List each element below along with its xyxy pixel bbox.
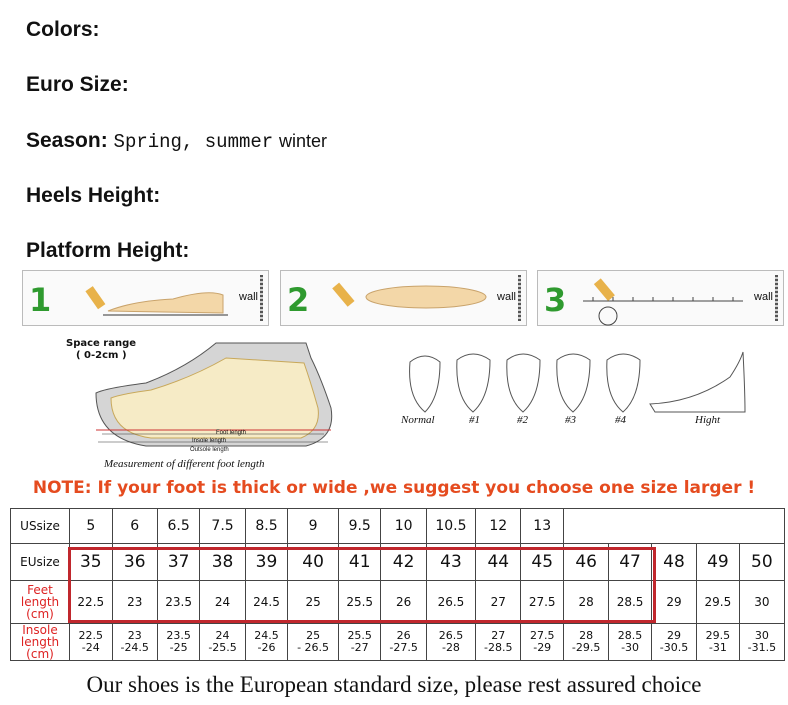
table-cell: 24.5: [245, 581, 288, 624]
wall-marker: [260, 275, 263, 321]
row-header: EUsize: [11, 544, 70, 581]
wall-marker: [518, 275, 521, 321]
measurement-caption: Measurement of different foot length: [104, 458, 265, 470]
heels-height-label: Heels Height:: [26, 184, 161, 207]
row-header: [11, 624, 70, 661]
table-cell: 30: [739, 581, 784, 624]
foot-types-illustration: [395, 342, 775, 432]
table-cell: 23 -24.5: [112, 624, 157, 661]
table-cell: 9: [288, 509, 339, 544]
table-cell: 24 -25.5: [200, 624, 245, 661]
table-cell: 29.5: [697, 581, 740, 624]
footer-note: Our shoes is the European standard size, please rest assured choice: [86, 672, 702, 697]
foot-side-illustration: [23, 271, 270, 327]
table-cell: 47: [609, 544, 652, 581]
size-note: NOTE: If your foot is thick or wide ,we suggest you choose one size larger !: [32, 478, 756, 498]
table-cell: 25 - 26.5: [288, 624, 339, 661]
table-cell: 35: [70, 544, 113, 581]
table-cell: 24.5 -26: [245, 624, 288, 661]
foot-type-3: #3: [565, 414, 576, 426]
measure-step-1: [22, 270, 269, 326]
foot-shapes: [395, 342, 775, 417]
table-cell: 28.5: [609, 581, 652, 624]
us-size-row: [11, 509, 785, 544]
season-value-winter: winter: [279, 131, 328, 151]
space-range-value: ( 0-2cm ): [76, 350, 127, 361]
table-cell: 22.5 -24: [70, 624, 113, 661]
table-cell: 29 -30.5: [651, 624, 696, 661]
table-cell: 28: [564, 581, 609, 624]
table-cell: 28.5 -30: [609, 624, 652, 661]
table-cell: 27 -28.5: [476, 624, 521, 661]
table-cell: 39: [245, 544, 288, 581]
recommended-range-highlight: [68, 547, 656, 623]
row-header: [11, 581, 70, 624]
table-cell: 7.5: [200, 509, 245, 544]
table-cell: 44: [476, 544, 521, 581]
table-cell: 26: [381, 581, 426, 624]
table-cell: 25.5 -27: [338, 624, 381, 661]
table-cell: 41: [338, 544, 381, 581]
wall-label: wall: [497, 291, 516, 303]
table-cell: 9.5: [338, 509, 381, 544]
table-cell: 10.5: [426, 509, 475, 544]
table-cell: 26 -27.5: [381, 624, 426, 661]
table-cell: 5: [70, 509, 113, 544]
outsole-length-label: Outsole length: [190, 447, 229, 453]
table-cell: 22.5: [70, 581, 113, 624]
insole-length-label: Insole length: [192, 438, 227, 444]
table-cell: 38: [200, 544, 245, 581]
table-cell-empty: [564, 509, 785, 544]
table-cell: 29: [651, 581, 696, 624]
insole-label-line: Insole: [22, 623, 58, 637]
foot-type-normal: Normal: [401, 414, 435, 426]
wall-label: wall: [239, 291, 258, 303]
table-cell: 6: [112, 509, 157, 544]
table-cell: 27.5 -29: [521, 624, 564, 661]
foot-type-1: #1: [469, 414, 480, 426]
table-cell: 28 -29.5: [564, 624, 609, 661]
season-value: Spring, summer: [113, 131, 274, 153]
season-label: Season:: [26, 129, 108, 152]
table-cell: 25: [288, 581, 339, 624]
space-range-label: Space range: [66, 338, 137, 349]
step-number: 1: [29, 281, 52, 319]
table-cell: 36: [112, 544, 157, 581]
step-number: 3: [544, 281, 567, 319]
table-cell: 37: [157, 544, 200, 581]
foot-type-2: #2: [517, 414, 528, 426]
table-cell: 25.5: [338, 581, 381, 624]
table-cell: 23: [112, 581, 157, 624]
step-number: 2: [287, 281, 310, 319]
foot-top-illustration: [281, 271, 528, 327]
measure-step-3: [537, 270, 784, 326]
feet-label-line: length: [20, 595, 60, 609]
ruler-illustration: [538, 271, 785, 327]
foot-length-label: Foot length: [216, 430, 247, 436]
table-cell: 30 -31.5: [739, 624, 784, 661]
insole-length-row: [11, 624, 785, 661]
season-row: [26, 129, 327, 153]
table-cell: 10: [381, 509, 426, 544]
table-cell: 27: [476, 581, 521, 624]
foot-length-diagram: [66, 338, 356, 474]
table-cell: 43: [426, 544, 475, 581]
table-cell: 23.5 -25: [157, 624, 200, 661]
euro-size-label: Euro Size:: [26, 73, 129, 96]
feet-label-line: (cm): [26, 607, 54, 621]
wall-marker: [775, 275, 778, 321]
table-cell: 27.5: [521, 581, 564, 624]
wall-label: wall: [754, 291, 773, 303]
table-cell: 24: [200, 581, 245, 624]
table-cell: 40: [288, 544, 339, 581]
table-cell: 45: [521, 544, 564, 581]
foot-type-high: Hight: [695, 414, 721, 426]
table-cell: 48: [651, 544, 696, 581]
table-cell: 13: [521, 509, 564, 544]
table-cell: 26.5: [426, 581, 475, 624]
feet-label-line: Feet: [27, 583, 53, 597]
table-cell: 29.5 -31: [697, 624, 740, 661]
table-cell: 46: [564, 544, 609, 581]
foot-type-4: #4: [615, 414, 626, 426]
table-cell: 49: [697, 544, 740, 581]
table-cell: 42: [381, 544, 426, 581]
platform-height-label: Platform Height:: [26, 239, 190, 262]
table-cell: 12: [476, 509, 521, 544]
insole-label-line: (cm): [26, 647, 54, 661]
table-cell: 6.5: [157, 509, 200, 544]
table-cell: 50: [739, 544, 784, 581]
row-header: USsize: [11, 509, 70, 544]
table-cell: 26.5 -28: [426, 624, 475, 661]
measure-step-2: [280, 270, 527, 326]
colors-label: Colors:: [26, 18, 100, 41]
table-cell: 8.5: [245, 509, 288, 544]
table-cell: 23.5: [157, 581, 200, 624]
insole-label-line: length: [20, 635, 60, 649]
